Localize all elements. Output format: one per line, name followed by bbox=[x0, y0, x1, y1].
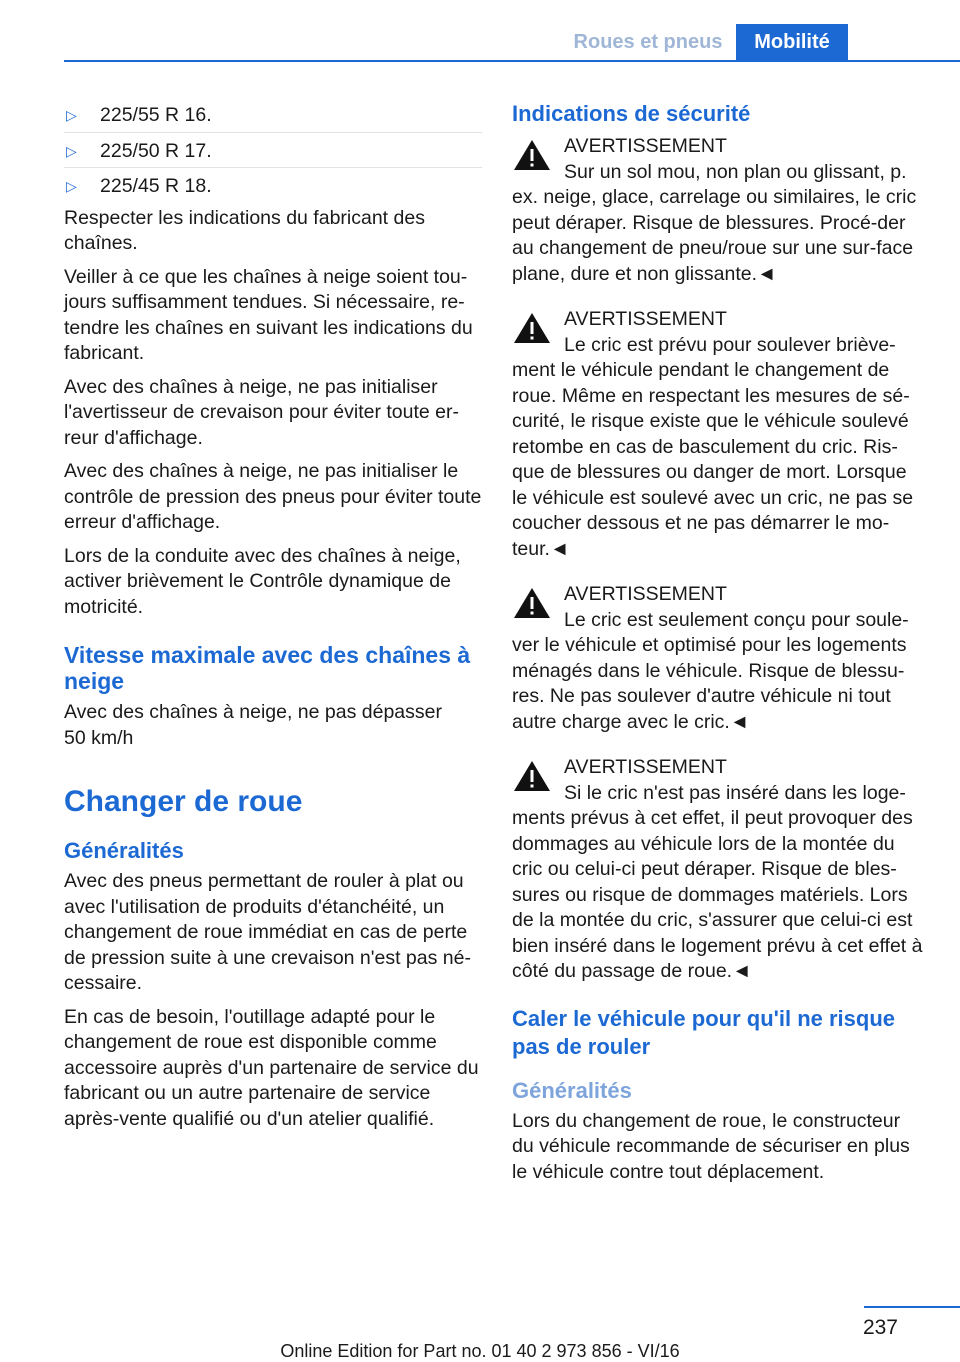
section-heading-safety: Indications de sécurité bbox=[512, 101, 751, 126]
triangle-bullet-icon: ▷ bbox=[66, 142, 77, 159]
paragraph: Avec des chaînes à neige, ne pas initialiser l'avertisseur de crevaison pour éviter toute er-reur d'affichage. bbox=[64, 375, 459, 449]
triangle-bullet-icon: ▷ bbox=[66, 107, 77, 123]
speed-text: Avec des chaînes à neige, ne pas dépasser bbox=[64, 701, 442, 723]
list-item-text: 225/50 R 17. bbox=[100, 139, 212, 162]
edition-footer: Online Edition for Part no. 01 40 2 973 856 - VI/16 bbox=[280, 1341, 680, 1361]
list-item-text: 225/45 R 18. bbox=[100, 175, 212, 197]
page-header bbox=[0, 0, 960, 64]
triangle-bullet-icon: ▷ bbox=[66, 178, 77, 194]
warning-title: AVERTISSEMENT bbox=[564, 583, 727, 605]
warning-title: AVERTISSEMENT bbox=[564, 135, 727, 157]
speed-value: 50 km/h bbox=[64, 726, 134, 749]
paragraph: Avec des chaînes à neige, ne pas initialiser le contrôle de pression des pneus pour éviter toute erreur d'affichage. bbox=[64, 460, 482, 533]
warning-text: Si le cric n'est pas inséré dans les loge-ments prévus à cet effet, il peut provoquer des dommages au véhicule lors de la montée du cric ou celui-ci peut déraper. Risque de bles-sures ou risque de dommages matériels. Lors de la montée du cric, s'assurer que celui-ci est bien inséré dans le logement prévu à cet effet à côté du passage de roue.◄ bbox=[512, 781, 923, 982]
warning-block bbox=[512, 307, 926, 562]
warning-triangle-icon bbox=[512, 586, 552, 620]
warning-block bbox=[512, 755, 926, 985]
page-number: 237 bbox=[862, 1316, 898, 1339]
warning-block bbox=[512, 582, 926, 735]
paragraph: En cas de besoin, l'outillage adapté pour le changement de roue est disponible comme accessoire auprès d'un partenaire de service du fabricant ou un autre partenaire de service après-vente qualifié ou d'un atelier qualifié. bbox=[64, 1005, 479, 1130]
left-column bbox=[64, 100, 482, 1140]
section-heading-chock-vehicle: Caler le véhicule pour qu'il ne risque pas de rouler bbox=[512, 1005, 896, 1059]
footer-rule bbox=[864, 1306, 960, 1308]
paragraph bbox=[64, 700, 482, 751]
list-item-text: 225/55 R 16. bbox=[100, 104, 212, 126]
chapter-heading-change-wheel: Changer de roue bbox=[64, 785, 303, 818]
warning-text: Le cric est prévu pour soulever briève-ment le véhicule pendant le changement de roue. Même en respectant les mesures de sé-curité, le risque existe que le véhicule soulevé retombe en cas de basculement du cric. Ris-que de blessures ou danger de mort. Lorsque le véhicule est soulevé avec un cric, ne pas se coucher dessous et ne pas démarrer le mo-teur.◄ bbox=[512, 333, 914, 560]
paragraph: Respecter les indications du fabricant des chaînes. bbox=[64, 206, 425, 254]
right-column bbox=[512, 100, 926, 1193]
header-rule bbox=[64, 60, 960, 62]
warning-title: AVERTISSEMENT bbox=[564, 756, 727, 778]
warning-text: Le cric est seulement conçu pour soule-ver le véhicule et optimisé pour les logements ménagés dans le véhicule. Risque de blessu-res. Ne pas soulever d'autre véhicule ni tout autre charge avec le cric.◄ bbox=[512, 608, 909, 733]
warning-triangle-icon bbox=[512, 311, 552, 345]
paragraph: Lors du changement de roue, le constructeur du véhicule recommande de sécuriser en plus le véhicule contre tout déplacement. bbox=[512, 1109, 910, 1183]
header-section-title: Roues et pneus bbox=[573, 31, 723, 53]
subheading-general: Généralités bbox=[512, 1077, 632, 1103]
warning-block bbox=[512, 134, 926, 287]
section-heading-max-speed: Vitesse maximale avec des chaînes à neige bbox=[64, 642, 471, 694]
list-item bbox=[64, 136, 482, 169]
list-item bbox=[64, 100, 482, 133]
warning-triangle-icon bbox=[512, 759, 552, 793]
header-chapter-tab: Mobilité bbox=[736, 24, 848, 60]
warning-triangle-icon bbox=[512, 138, 552, 172]
paragraph: Avec des pneus permettant de rouler à plat ou avec l'utilisation de produits d'étanchéité, un changement de roue immédiat en cas de perte de pression suite à une crevaison n'est pas né-cessaire. bbox=[64, 870, 471, 994]
warning-text: Sur un sol mou, non plan ou glissant, p. ex. neige, glace, carrelage ou similaires, le cric peut déraper. Risque de blessures. Procé-der au changement de pneu/roue sur une sur-face plane, dure et non glissante.◄ bbox=[512, 160, 917, 285]
paragraph: Veiller à ce que les chaînes à neige soient tou-jours suffisamment tendues. Si nécessaire, re-tendre les chaînes en suivant les indications du fabricant. bbox=[64, 265, 473, 364]
warning-title: AVERTISSEMENT bbox=[564, 308, 727, 330]
list-item bbox=[64, 171, 482, 203]
paragraph: Lors de la conduite avec des chaînes à neige, activer brièvement le Contrôle dynamique de motricité. bbox=[64, 544, 461, 618]
subheading-general: Généralités bbox=[64, 838, 184, 863]
